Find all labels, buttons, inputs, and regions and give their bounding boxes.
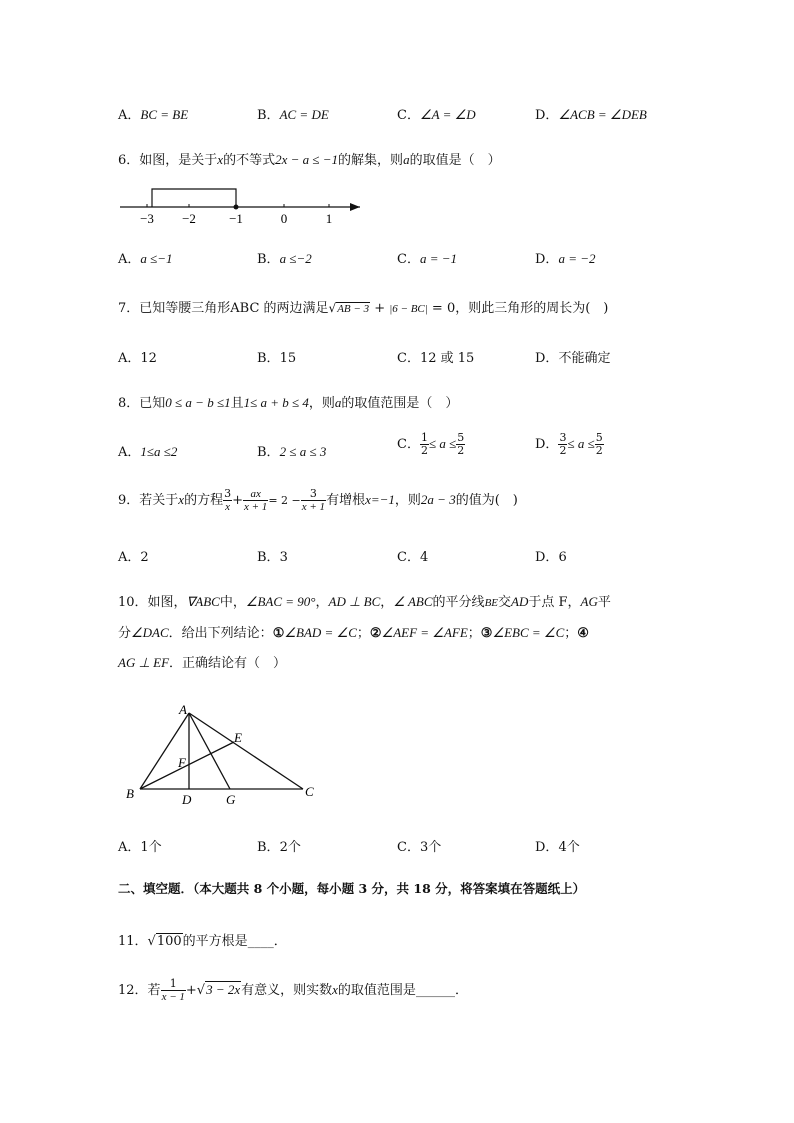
triangle-figure — [120, 700, 330, 810]
q5-option-c[interactable]: C．∠A = ∠D — [397, 107, 476, 123]
number-line-arrow — [350, 203, 360, 211]
q6-option-d[interactable]: D．a = −2 — [535, 251, 596, 267]
tick-label: 1 — [325, 211, 333, 226]
section-2-title: 二、填空题．（本大题共 8 个小题，每小题 3 分，共 18 分，将答案填在答题纸上） — [118, 881, 586, 896]
q5-option-a[interactable]: A．BC = BE — [118, 107, 189, 123]
tick-label: 0 — [280, 211, 288, 226]
q9-stem: 9．若关于x的方程 $\frac{3}{x}$ + $\frac{ax}{x + 1}$ = 2 − $\frac{3}{x + 1}$ 有增根x=−1，则2a − 3的值为( ) — [118, 487, 518, 513]
q5-option-d[interactable]: D．∠ACB = ∠DEB — [535, 107, 647, 123]
q6-option-b[interactable]: B．a ≤−2 — [257, 251, 312, 267]
answer-blank[interactable]: ____ — [247, 934, 274, 949]
q8-option-c[interactable]: C． $\frac{1}{2}$ ≤ a ≤ $\frac{5}{2}$ — [397, 431, 465, 457]
q6-option-c[interactable]: C．a = −1 — [397, 251, 457, 267]
point-label-e: E — [234, 730, 242, 745]
q12-stem: 12．若 $\frac{1}{x - 1}$ +√3 − 2x有意义，则实数x的取值范围是______． — [118, 977, 468, 1003]
tick-label: −1 — [229, 211, 243, 226]
solution-bracket — [152, 189, 236, 207]
segment-be — [140, 742, 234, 789]
q6-option-a[interactable]: A．a ≤−1 — [118, 251, 173, 267]
q7-option-d[interactable]: D．不能确定 — [535, 351, 611, 366]
q10-stem-line2: 分∠DAC．给出下列结论：①∠BAD = ∠C；②∠AEF = ∠AFE；③∠EBC = ∠C；④ — [118, 625, 589, 641]
tick-label: −2 — [182, 211, 196, 226]
q7-option-a[interactable]: A．12 — [118, 351, 157, 366]
q6-stem: 6．如图，是关于x的不等式2x − a ≤ −1的解集，则a的取值是（ ） — [118, 152, 501, 168]
segment-ag — [189, 713, 230, 789]
q11-stem: 11．√100的平方根是____． — [118, 934, 287, 949]
q10-option-c[interactable]: C．3个 — [397, 840, 442, 855]
q8-option-a[interactable]: A．1≤a ≤2 — [118, 444, 178, 460]
q10-option-b[interactable]: B．2个 — [257, 840, 301, 855]
q5-option-b[interactable]: B．AC = DE — [257, 107, 329, 123]
tick-label: −3 — [140, 211, 154, 226]
point-label-b: B — [126, 786, 134, 801]
q10-stem-line3: AG ⊥ EF．正确结论有（ ） — [118, 655, 287, 671]
point-label-c: C — [305, 784, 314, 799]
q7-stem: 7．已知等腰三角形ABC 的两边满足√AB − 3 + |6 − BC| = 0，则此三角形的周长为( ) — [118, 301, 609, 316]
point-label-a: A — [179, 702, 187, 717]
segment-ab — [140, 713, 189, 789]
point-label-f: F — [178, 755, 186, 770]
q9-option-c[interactable]: C．4 — [397, 550, 429, 565]
q8-option-b[interactable]: B．2 ≤ a ≤ 3 — [257, 444, 327, 460]
q10-option-a[interactable]: A．1个 — [118, 840, 162, 855]
point-label-g: G — [226, 792, 236, 807]
point-label-d: D — [182, 792, 192, 807]
q10-stem-line1: 10．如图，∇ABC中，∠BAC = 90°，AD ⊥ BC，∠ ABC的平分线BE交AD于点 F，AG平 — [118, 594, 611, 610]
q8-option-d[interactable]: D． $\frac{3}{2}$ ≤ a ≤ $\frac{5}{2}$ — [535, 431, 603, 457]
answer-blank[interactable]: ______ — [415, 983, 455, 998]
q8-stem: 8．已知0 ≤ a − b ≤1且1≤ a + b ≤ 4，则a的取值范围是（ ） — [118, 395, 459, 411]
q9-option-a[interactable]: A．2 — [118, 550, 149, 565]
q10-option-d[interactable]: D．4个 — [535, 840, 580, 855]
q9-option-d[interactable]: D．6 — [535, 550, 567, 565]
q7-option-b[interactable]: B．15 — [257, 351, 297, 366]
q9-option-b[interactable]: B．3 — [257, 550, 288, 565]
number-line-figure — [110, 180, 370, 228]
q7-option-c[interactable]: C．12 或 15 — [397, 351, 475, 366]
segment-ac — [189, 713, 303, 789]
